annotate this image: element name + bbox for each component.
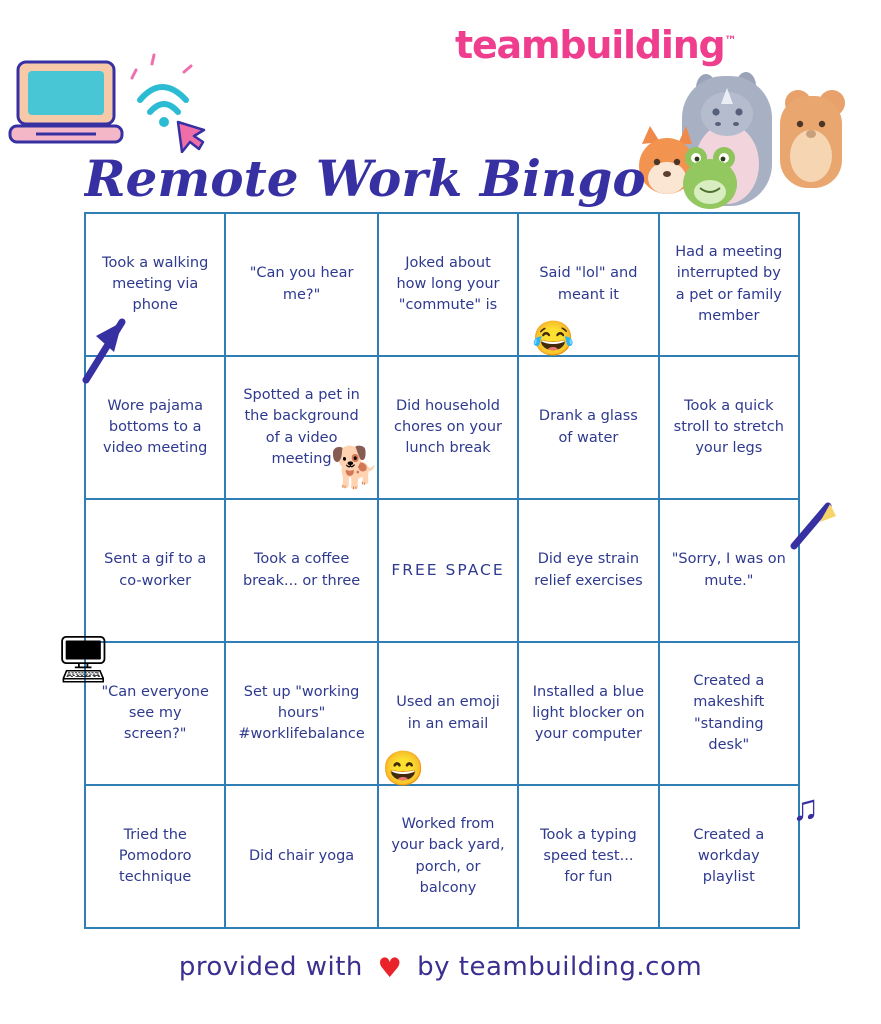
footer [0, 952, 881, 984]
bingo-cell[interactable]: Said "lol" and meant it [519, 214, 659, 357]
bingo-cell[interactable]: Sent a gif to a co-worker [86, 500, 226, 643]
teambuilding-logo [455, 23, 737, 67]
page-title-text: Remote Work Bingo [84, 149, 646, 208]
bingo-cell[interactable]: Created a makeshift "standing desk" [660, 643, 800, 786]
bingo-cell[interactable]: Installed a blue light blocker on your computer [519, 643, 659, 786]
screen-icon: 🖥 [54, 633, 113, 685]
trademark-symbol: ™ [724, 33, 737, 48]
bingo-cell-free-space[interactable]: FREE SPACE [379, 500, 519, 643]
bingo-cell[interactable]: Drank a glass of water [519, 357, 659, 500]
bingo-cell[interactable]: Did chair yoga [226, 786, 378, 929]
grinning-face-icon: 😄 [382, 750, 425, 788]
footer-middle: by [417, 952, 451, 982]
bingo-cell[interactable]: "Can you hear me?" [226, 214, 378, 357]
bingo-cell[interactable]: Had a meeting interrupted by a pet or family member [660, 214, 800, 357]
page-title [84, 148, 684, 210]
bear-mascot [780, 90, 845, 188]
bingo-cell[interactable]: Did eye strain relief exercises [519, 500, 659, 643]
heart-icon: ♥ [377, 953, 403, 984]
bingo-cell[interactable]: Took a coffee break... or three [226, 500, 378, 643]
dog-icon: 🐕 [330, 446, 380, 490]
bingo-cell[interactable]: Spotted a pet in the background of a video meeting [226, 357, 378, 500]
pen-doodle-icon [780, 500, 840, 565]
bingo-cell[interactable]: Created a workday playlist [660, 786, 800, 929]
bingo-cell[interactable]: Did household chores on your lunch break [379, 357, 519, 500]
bingo-cell[interactable]: Tried the Pomodoro technique [86, 786, 226, 929]
footer-site: teambuilding.com [458, 952, 703, 982]
bingo-cell[interactable]: Worked from your back yard, porch, or balcony [379, 786, 519, 929]
bingo-cell[interactable]: Wore pajama bottoms to a video meeting [86, 357, 226, 500]
bingo-cell[interactable]: Joked about how long your "commute" is [379, 214, 519, 357]
music-notes-icon: ♫ [792, 787, 819, 828]
bingo-cell[interactable]: Took a typing speed test... for fun [519, 786, 659, 929]
bingo-cell[interactable]: "Can everyone see my screen?" [86, 643, 226, 786]
bingo-cell[interactable]: Used an emoji in an email [379, 643, 519, 786]
bingo-grid [84, 212, 800, 929]
laptop-icon [8, 52, 138, 162]
bingo-cell[interactable]: Took a quick stroll to stretch your legs [660, 357, 800, 500]
laughing-face-icon: 😂 [532, 320, 575, 358]
bingo-cell[interactable]: Set up "working hours" #worklifebalance [226, 643, 378, 786]
wifi-signal-icon [122, 38, 232, 153]
bingo-cell[interactable]: Took a walking meeting via phone [86, 214, 226, 357]
arrow-doodle-icon [78, 318, 130, 393]
brand-name: teambuilding [455, 23, 725, 67]
footer-prefix: provided with [178, 952, 363, 982]
bingo-cell[interactable]: "Sorry, I was on mute." [660, 500, 800, 643]
